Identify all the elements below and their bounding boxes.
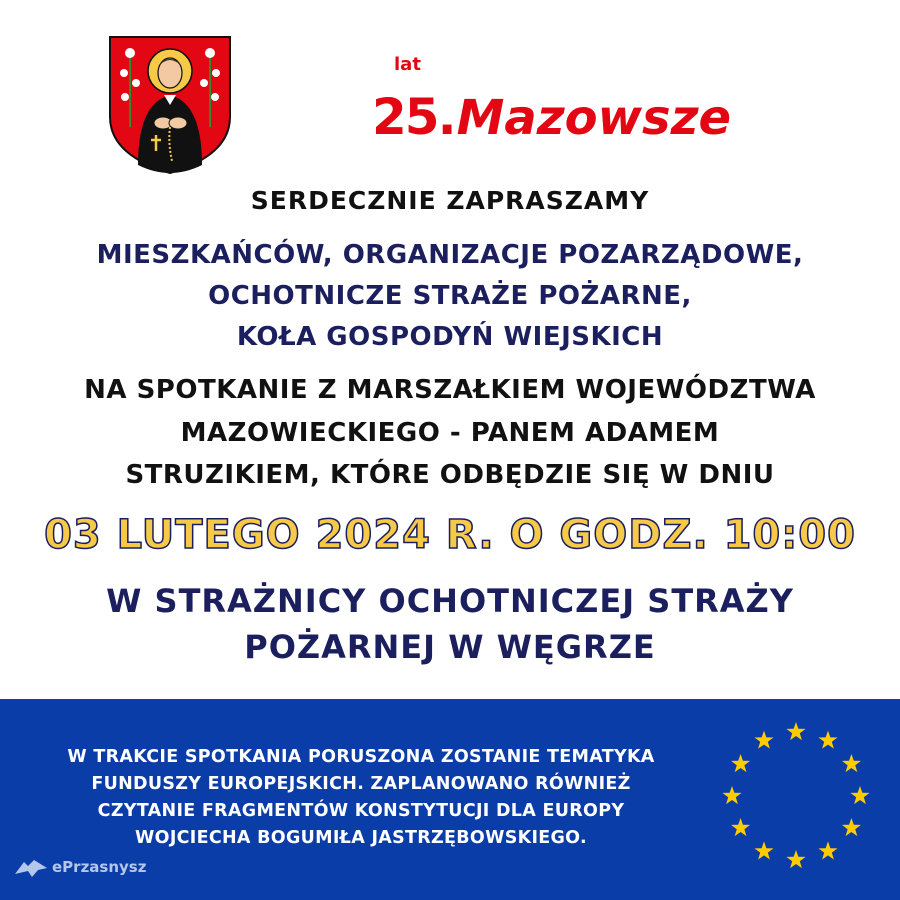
eu-stars-icon	[716, 716, 876, 876]
mazowsze-logo	[372, 54, 732, 146]
invite-heading: SERDECZNIE ZAPRASZAMY	[250, 186, 650, 215]
watermark	[14, 856, 146, 878]
eu-star-icon	[731, 818, 750, 836]
eu-star-icon	[786, 850, 805, 868]
event-date: 03 LUTEGO 2024 R. O GODZ. 10:00	[44, 512, 856, 558]
eu-star-icon	[722, 786, 741, 804]
logo-name: Mazowsze	[456, 90, 732, 146]
eu-star-icon	[818, 731, 837, 749]
guests-line-1: MIESZKAŃCÓW, ORGANIZACJE POZARZĄDOWE,	[96, 240, 804, 270]
guests-line-3: KOŁA GOSPODYŃ WIEJSKICH	[236, 322, 664, 352]
eu-star-icon	[754, 731, 773, 749]
eu-star-icon	[842, 818, 861, 836]
eu-star-icon	[850, 786, 869, 804]
place-line-2: POŻARNEJ W WĘGRZE	[244, 628, 656, 666]
eu-text-line-4: WOJCIECHA BOGUMIŁA JASTRZĘBOWSKIEGO.	[135, 828, 587, 848]
watermark-text: ePrzasnysz	[52, 858, 147, 876]
eu-text-line-2: FUNDUSZY EUROPEJSKICH. ZAPLANOWANO RÓWNIEŻ	[91, 774, 631, 794]
eu-text-line-3: CZYTANIE FRAGMENTÓW KONSTYTUCJI DLA EUROPY	[97, 801, 625, 821]
eu-text	[36, 744, 686, 852]
eu-star-icon	[786, 722, 805, 740]
place-line-1: W STRAŻNICY OCHOTNICZEJ STRAŻY	[106, 582, 794, 620]
meeting-line-2: MAZOWIECKIEGO - PANEM ADAMEM	[180, 418, 720, 448]
eu-star-icon	[818, 841, 837, 859]
meeting-line-1: NA SPOTKANIE Z MARSZAŁKIEM WOJEWÓDZTWA	[84, 375, 816, 405]
logo-superscript: lat	[394, 54, 421, 75]
eu-star-icon	[731, 754, 750, 772]
meeting-line-3: STRUZIKIEM, KTÓRE ODBĘDZIE SIĘ W DNIU	[125, 460, 775, 490]
logo-number: 25.	[372, 88, 455, 146]
eu-star-icon	[754, 841, 773, 859]
eu-star-icon	[842, 754, 861, 772]
guests-line-2: OCHOTNICZE STRAŻE POŻARNE,	[208, 281, 692, 311]
coat-of-arms-icon	[108, 35, 232, 175]
wolf-icon	[14, 856, 48, 878]
eu-text-line-1: W TRAKCIE SPOTKANIA PORUSZONA ZOSTANIE TEMATYKA	[67, 747, 655, 767]
